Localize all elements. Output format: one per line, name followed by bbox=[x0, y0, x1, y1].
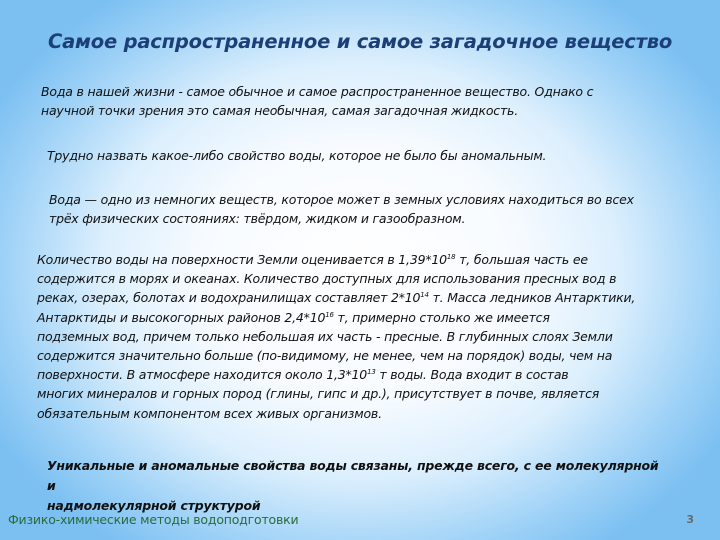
text-line: содержится значительно больше (по-видимому, не менее, чем на порядок) воды, чем на bbox=[37, 348, 613, 364]
text-line: Уникальные и аномальные свойства воды связаны, прежде всего, с ее молекулярной и bbox=[47, 458, 659, 493]
page-number: 3 bbox=[686, 513, 694, 526]
text-line bbox=[37, 250, 687, 269]
text-line: научной точки зрения это самая необычная, самая загадочная жидкость. bbox=[41, 103, 518, 118]
exponent: 14 bbox=[420, 291, 429, 300]
text-line: обязательным компонентом всех живых организмов. bbox=[37, 405, 382, 421]
text-line: содержится в морях и океанах. Количество доступных для использования пресных вод в bbox=[37, 271, 617, 287]
text-segment: т, большая часть ее bbox=[455, 252, 588, 267]
text-line: надмолекулярной структурой bbox=[47, 498, 261, 513]
text-line: многих минералов и горных пород (глины, гипс и др.), присутствует в почве, является bbox=[37, 386, 600, 402]
text-segment: Антарктиды и высокогорных районов 2,4*10 bbox=[37, 309, 326, 325]
text-line: Трудно назвать какое-либо свойство воды, которое не было бы аномальным. bbox=[47, 148, 547, 163]
text-segment: поверхности. В атмосфере находится около 1,3*10 bbox=[37, 367, 368, 383]
paragraph-states bbox=[49, 190, 669, 228]
text-segment: т. Масса ледников Антарктики, bbox=[428, 290, 636, 306]
slide-title: Самое распространенное и самое загадочное вещество bbox=[47, 30, 673, 53]
text-segment: т воды. Вода входит в состав bbox=[375, 367, 569, 383]
paragraph-anomalous bbox=[47, 146, 647, 165]
footer-course-title: Физико-химические методы водоподготовки bbox=[8, 512, 299, 527]
paragraph-intro bbox=[41, 82, 641, 120]
text-line bbox=[37, 365, 687, 384]
paragraph-quantity bbox=[37, 250, 687, 423]
text-segment: реках, озерах, болотах и водохранилищах составляет 2*10 bbox=[37, 290, 421, 306]
text-line: Вода — одно из немногих веществ, которое может в земных условиях находиться во всех bbox=[49, 192, 634, 207]
text-line: Вода в нашей жизни - самое обычное и самое распространенное вещество. Однако с bbox=[41, 84, 594, 99]
text-segment: Количество воды на поверхности Земли оценивается в 1,39*10 bbox=[37, 252, 447, 267]
text-line: трёх физических состояниях: твёрдом, жидком и газообразном. bbox=[49, 211, 466, 226]
text-line bbox=[37, 288, 687, 307]
text-line bbox=[37, 308, 687, 327]
paragraph-conclusion bbox=[47, 456, 667, 516]
exponent: 16 bbox=[325, 310, 334, 319]
text-segment: т, примерно столько же имеется bbox=[333, 309, 550, 325]
exponent: 13 bbox=[367, 368, 376, 377]
exponent: 18 bbox=[446, 252, 456, 261]
text-line: подземных вод, причем только небольшая их часть - пресные. В глубинных слоях Земли bbox=[37, 328, 613, 344]
